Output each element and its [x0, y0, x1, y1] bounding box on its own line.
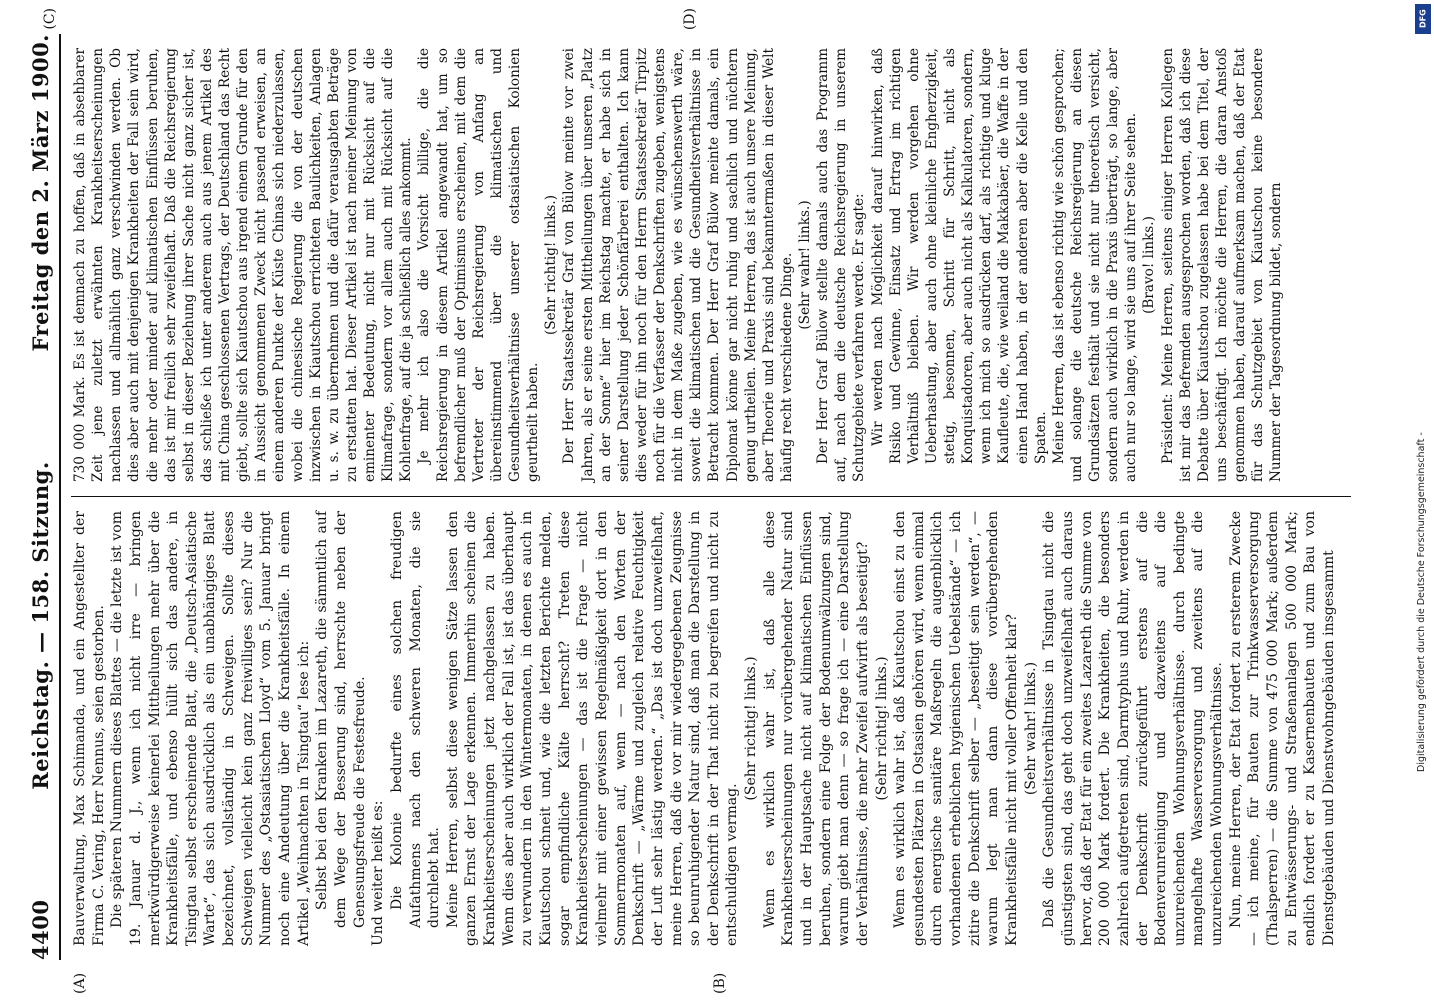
margin-marker-b: (B) — [712, 972, 728, 994]
paragraph: Nun, meine Herren, der Etat fordert zu ersterem Zwecke — ich meine, für Bauten zur Trinkwasserversorgung (Thalsperren) — die Summe von 475 000 Mark; außerdem zu Entwässerungs- und Straßenanlagen 500 000 Mark; endlich fordert er zu Kasernenbauten und zum Bau von Dienstgebäuden und Dienstwohngebäuden insgesammt — [1227, 511, 1337, 946]
interjection: (Sehr richtig! links.) — [743, 656, 760, 801]
paragraph: 730 000 Mark. Es ist demnach zu hoffen, daß in absehbarer Zeit jene zuletzt erwähnten Krankheitserscheinungen nachlassen und allmählich ganz verschwinden werden. Ob dies aber auch mit denjenigen Krankheiten der Fall sein wird, die mehr oder minder auf klimatischen Einflüssen beruhen, das ist mir freilich sehr zweifelhaft. Daß die Reichsregierung selbst in dieser Beziehung ihrer Sache nicht ganz sicher ist, das schließe ich unter anderem auch aus jenem Artikel des mit China geschlossenen Vertrags, der Deutschland das Recht giebt, sollte sich Kiautschou aus irgend einem Grunde für den in Aussicht genommenen Zweck nicht passend erweisen, an einem anderen Punkte der Küste Chinas sich niederzulassen, wobei die chinesische Regierung die von der deutschen inzwischen in Kiautschou errichteten Baulichkeiten, Anlagen u. s. w. zu übernehmen und die dafür verausgabten Beträge zu erstatten hat. Dieser Artikel ist nach meiner Meinung von eminenter Bedeutung, nicht nur mit Rücksicht auf die Klimafrage, sondern vor allem auch mit Rücksicht auf die Kohlenfrage, auf die ja schließlich alles ankommt. — [72, 48, 415, 482]
quotation: Wir werden nach Möglichkeit darauf hinwirken, daß Risiko und Gewinne, Einsatz und Ertrag im richtigen Verhältniß bleiben. Wir werden vorgehen ohne Ueberhastung, aber auch ohne kleinliche Engherzigkeit, stetig, besonnen, Schritt für Schritt, nicht als Konquistadoren, aber auch nicht als Kalkulatoren, sondern, wenn ich mich so ausdrücken darf, als richtige und kluge Kaufleute, die, wie weiland die Makkabäer, die Waffe in der einen Hand haben, in der anderen aber die Kelle und den Spaten. — [869, 48, 1049, 464]
paragraph: Je mehr ich also die Vorsicht billige, die die Reichsregierung in diesem Artikel angewandt hat, um so befremdlicher muß der Optimismus erscheinen, mit dem die Vertreter der Reichsregierung von Anfang an übereinstimmend über die klimatischen und Gesundheitsverhältnisse unserer ostasiatischen Kolonien geurtheilt haben. — [416, 48, 542, 482]
margin-marker-a: (A) — [72, 972, 88, 994]
paragraph: Und weiter heißt es: — [370, 800, 387, 946]
paragraph: Bauverwaltung, Max Schimanda, und ein Angestellter der Firma C. Vering, Herr Nennus, seien gestorben. — [72, 511, 107, 946]
digitization-sidebar — [1412, 0, 1434, 1000]
dfg-logo-icon: DFG — [1415, 4, 1431, 34]
interjection: (Sehr wahr! links.) — [1022, 661, 1039, 796]
interjection: (Sehr richtig! links.) — [543, 194, 560, 336]
interjection: (Sehr richtig! links.) — [873, 656, 890, 801]
paragraph: Wenn es wirklich wahr ist, daß alle diese Krankheitserscheinungen nur vorübergehender Natur sind und in der Hauptsache nicht auf klimatischen Einflüssen beruhen, sondern eine Folge der Bodenumwälzungen sind, warum giebt man denn — so frage ich — eine Darstellung der Verhältnisse, die mehr Zweifel aufwirft als beseitigt? — [761, 511, 871, 946]
quotation: Die Kolonie bedurfte eines solchen freudigen Aufathmens nach den schweren Monaten, die sie durchlebt hat. — [388, 511, 443, 928]
right-column — [42, 8, 1351, 497]
text-columns — [42, 8, 1351, 994]
paragraph: Der Herr Graf Bülow stellte damals auch das Programm auf, nach dem die deutsche Reichsregierung in unserem Schutzgebiete verfahren werde. Er sagte: — [815, 48, 868, 482]
page-number: 4400 — [28, 899, 53, 960]
page-header — [28, 34, 61, 960]
paragraph: Präsident: Meine Herren, seitens einiger Herren Kollegen ist mir das Befremden ausgesprochen worden, daß ich diese Debatte über Kiautschou zugelassen habe bei dem Titel, der uns beschäftigt. Ich möchte die Herren, die daran Anstoß genommen haben, darauf aufmerksam machen, daß der Etat für das Schutzgebiet von Kiautschou keine besondere Nummer der Tagesordnung bildet, sondern — [1159, 48, 1285, 482]
paragraph: Die späteren Nummern dieses Blattes — die letzte ist vom 19. Januar d. J., wenn ich nicht irre — bringen merkwürdigerweise keinerlei Mittheilungen mehr über die Krankheitsfälle, und ebenso hüllt sich das andere, in Tsingtau selbst erscheinende Blatt, die „Deutsch-Asiatische Warte“, das sich ausdrücklich als ein unabhängiges Blatt bezeichnet, vollständig in Schweigen. Sollte dieses Schweigen vielleicht kein ganz freiwilliges sein? Nur die Nummer des „Ostasiatischen Lloyd“ vom 5. Januar bringt noch eine Andeutung über die Krankheitsfälle. In einem Artikel „Weihnachten in Tsingtau“ lese ich: — [109, 511, 312, 946]
paragraph: Wenn es wirklich wahr ist, daß Kiautschou einst zu den gesundesten Plätzen in Ostasien gehören wird, wenn einmal durch energische sanitäre Maßregeln die augenblicklich vorhandenen erheblichen hygienischen Uebelstände“ — ich zitire die Denkschrift selber — „beseitigt sein werden“, — warum legt man dann diese vorübergehenden Krankheitsfälle nicht mit voller Offenheit klar? — [892, 511, 1021, 946]
interjection: (Bravo! links.) — [1141, 216, 1158, 314]
page-title: Reichstag. — 158. Sitzung. — [28, 461, 53, 790]
page-date: Freitag den 2. März 1900. — [28, 34, 53, 352]
left-column — [71, 497, 1351, 994]
quotation: Selbst bei den Kranken im Lazareth, die sämmtlich auf dem Wege der Besserung sind, herrschte neben der Genesungsfreude die Festesfreude. — [314, 511, 368, 928]
interjection: (Sehr wahr! links.) — [797, 200, 813, 330]
digitization-credit: Digitalisierung gefördert durch die Deutsche Forschungsgemeinschaft - — [1416, 432, 1427, 772]
paragraph: Meine Herren, selbst diese wenigen Sätze lassen den ganzen Ernst der Lage erkennen. Immerhin scheinen die Krankheitserscheinungen jetzt nachgelassen zu haben. Wenn dies aber auch wirklich der Fall ist, ist das überhaupt zu verwundern in den Wintermonaten, in denen es auch in Kiautschou schneit und, wie die letzten Berichte melden, sogar empfindliche Kälte herrscht? Treten diese Krankheitserscheinungen — das ist die Frage — nicht vielmehr mit einer gewissen Regelmäßigkeit dort in den Sommermonaten auf, wenn — nach den Worten der Denkschrift — „Wärme und zugleich relative Feuchtigkeit der Luft sehr lästig werden.“ „Das ist doch unzweifelhaft, meine Herren, daß die vor mir wiedergegebenen Zeugnisse so beunruhigender Natur sind, daß man die Darstellung in der Denkschrift in der That nicht zu begreifen und nicht zu entschuldigen vermag. — [444, 511, 741, 946]
margin-marker-d: (D) — [682, 8, 698, 31]
paragraph: Daß die Gesundheitsverhältnisse in Tsingtau nicht die günstigsten sind, das geht doch unzweifelhaft auch daraus hervor, daß der Etat für ein zweites Lazareth die Summe von 200 000 Mark fordert. Die Krankheiten, die besonders zahlreich aufgetreten sind, Darmtyphus und Ruhr, werden in der Denkschrift zurückgeführt erstens auf die Bodenverunreinigung und dazweitens auf die unzureichenden Wohnungsverhältnisse. durch bedingte mangelhafte Wasserversorgung und zweitens auf die unzureichenden Wohnungsverhältnisse. — [1041, 511, 1226, 946]
paragraph: Meine Herren, das ist ebenso richtig wie schön gesprochen; und solange die deutsche Reichsregierung an diesen Grundsätzen festhält und sie nicht nur theoretisch versicht, sondern auch wirklich in die Praxis überträgt, so lange, aber auch nur so lange, wird sie uns auf ihrer Seite sehen. — [1050, 48, 1140, 482]
margin-marker-c: (C) — [42, 8, 58, 30]
paragraph: Der Herr Staatssekretär Graf von Bülow meinte vor zwei Jahren, als er seine ersten Mittheilungen über unseren „Platz an der Sonne“ hier im Reichstag machte, er habe sich in seiner Darstellung jeder Schönfärberei enthalten. Ich kann dies weder für ihn noch für den Herrn Staatssekretär Tirpitz noch für die Verfasser der Denkschriften zugeben, wenigstens nicht in dem Maße zugeben, wie es wünschenswerth wäre, soweit die klimatischen und die Gesundheitsverhältnisse in Betracht kommen. Der Herr Graf Bülow meinte damals, ein Diplomat könne gar nicht ruhig und sachlich und nüchtern genug urtheilen. Meine Herren, das ist auch unsere Meinung, aber Theorie und Praxis sind bekanntermaßen in dieser Welt häufig recht verschiedene Dinge. — [561, 48, 795, 482]
